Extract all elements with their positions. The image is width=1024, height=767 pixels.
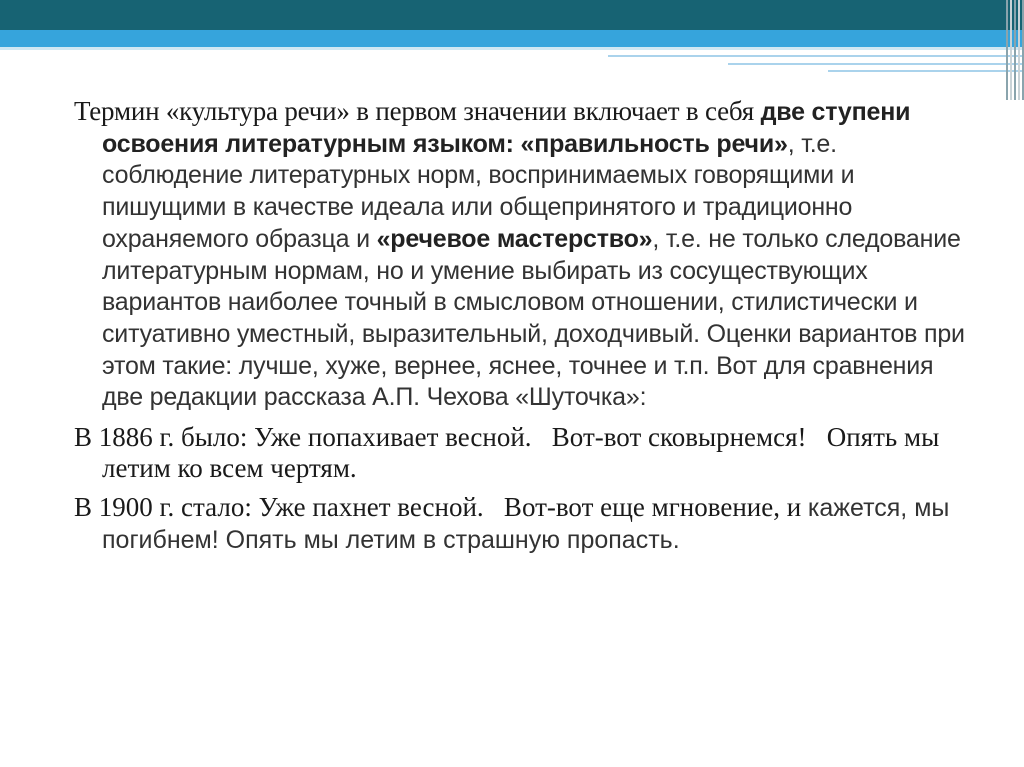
slide-content	[74, 96, 974, 564]
decorative-line	[828, 70, 1024, 72]
paragraph-prefix: В 1900 г. стало:	[74, 492, 259, 523]
paragraph-1886	[74, 422, 974, 484]
header-bar-thin	[0, 47, 1024, 50]
paragraph-prefix: В 1886 г. было:	[74, 422, 255, 453]
decorative-line	[728, 63, 1024, 65]
text-segment: , т.е. соблюдение литературных норм, воспринимаемых говорящими и пишущими в качестве идеала или общепринятого и традиционно охраняемого образца и	[102, 129, 855, 253]
text-segment: Термин «культура речи» в первом значении включает в себя	[74, 96, 761, 126]
text-segment: :	[505, 129, 521, 158]
header-bar-light	[0, 30, 1024, 47]
decorative-stripes	[1000, 0, 1024, 100]
bold-phrase: «речевое мастерство»	[376, 224, 653, 253]
header-bar-dark	[0, 0, 1024, 30]
paragraph-1900	[74, 492, 974, 556]
bold-phrase: «правильность речи»	[520, 129, 788, 158]
paragraph-term-definition	[74, 96, 974, 414]
text-segment: , т.е. не только следование литературным нормам, но и умение выбирать из сосуществующих вариантов наиболее точный в смысловом отношении, стилистически и ситуативно уместный, выразительный, доходчивый. Оценки вариантов при этом такие: лучше, хуже, вернее, яснее, точнее и т.п. Вот для сравнения две редакции рассказа А.П. Чехова «Шуточка»:	[102, 224, 965, 412]
bold-phrase: две ступени освоения литературным языком	[102, 98, 911, 158]
quote-text: Уже попахивает весной. Вот-вот сковырнемся! Опять мы летим ко всем чертям.	[102, 422, 946, 484]
quote-text: Уже пахнет весной. Вот-вот еще мгновение, и	[258, 492, 808, 523]
quote-text: кажется, мы погибнем! Опять мы летим в страшную пропасть.	[102, 494, 950, 555]
decorative-line	[608, 55, 1024, 57]
